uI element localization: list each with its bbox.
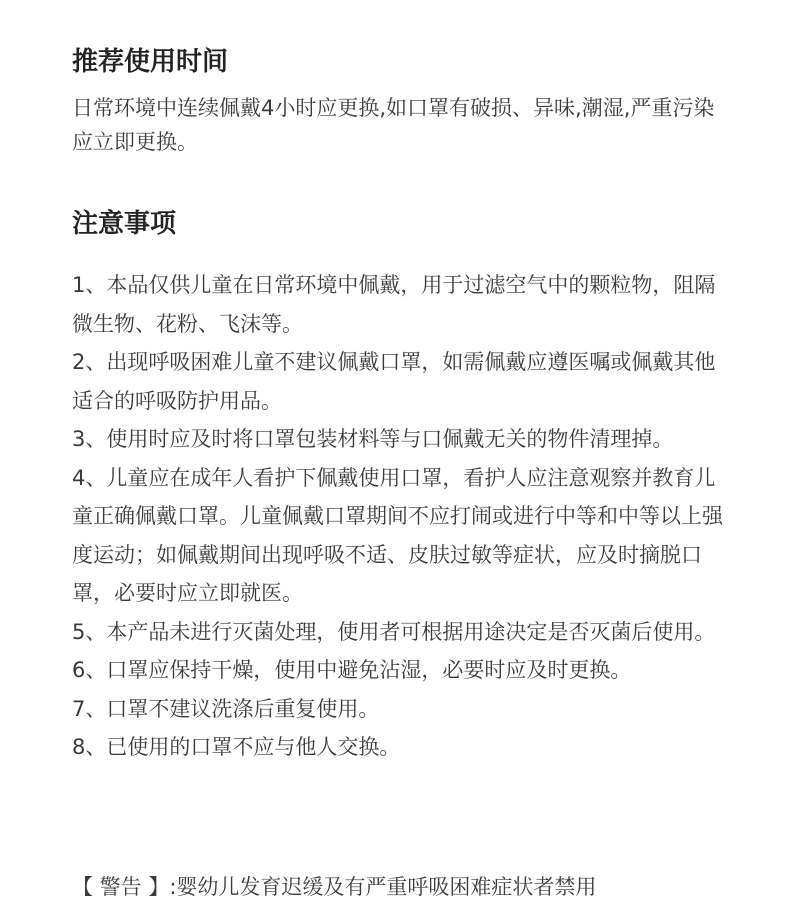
note-item-8: 8、已使用的口罩不应与他人交换。 — [72, 735, 401, 759]
usage-time-heading: 推荐使用时间 — [72, 47, 229, 77]
note-item-2: 2、出现呼吸困难儿童不建议佩戴口罩，如需佩戴应遵医嘱或佩戴其他适合的呼吸防护用品。 — [72, 350, 716, 413]
note-item-6: 6、口罩应保持干燥，使用中避免沾湿，必要时应及时更换。 — [72, 658, 632, 682]
warning-text: 【 警告 】:婴幼儿发育迟缓及有严重呼吸困难症状者禁用 — [72, 875, 597, 899]
notes-list — [72, 266, 732, 767]
note-item-5: 5、本产品未进行灭菌处理，使用者可根据用途决定是否灭菌后使用。 — [72, 619, 716, 644]
usage-time-text: 日常环境中连续佩戴4小时应更换,如口罩有破损、异味,潮湿,严重污染应立即更换。 — [72, 96, 715, 154]
note-item-7: 7、口罩不建议洗涤后重复使用。 — [72, 696, 380, 721]
note-item-1: 1、本品仅供儿童在日常环境中佩戴，用于过滤空气中的颗粒物，阻隔微生物、花粉、飞沫等。 — [72, 273, 716, 336]
note-item-3: 3、使用时应及时将口罩包装材料等与口佩戴无关的物件清理掉。 — [72, 427, 674, 451]
notes-heading: 注意事项 — [72, 209, 177, 239]
note-item-4: 4、儿童应在成年人看护下佩戴使用口罩，看护人应注意观察并教育儿童正确佩戴口罩。儿童佩戴口罩期间不应打闹或进行中等和中等以上强度运动；如佩戴期间出现呼吸不适、皮肤过敏等症状，应及时摘脱口罩，必要时应立即就医。 — [72, 465, 723, 605]
